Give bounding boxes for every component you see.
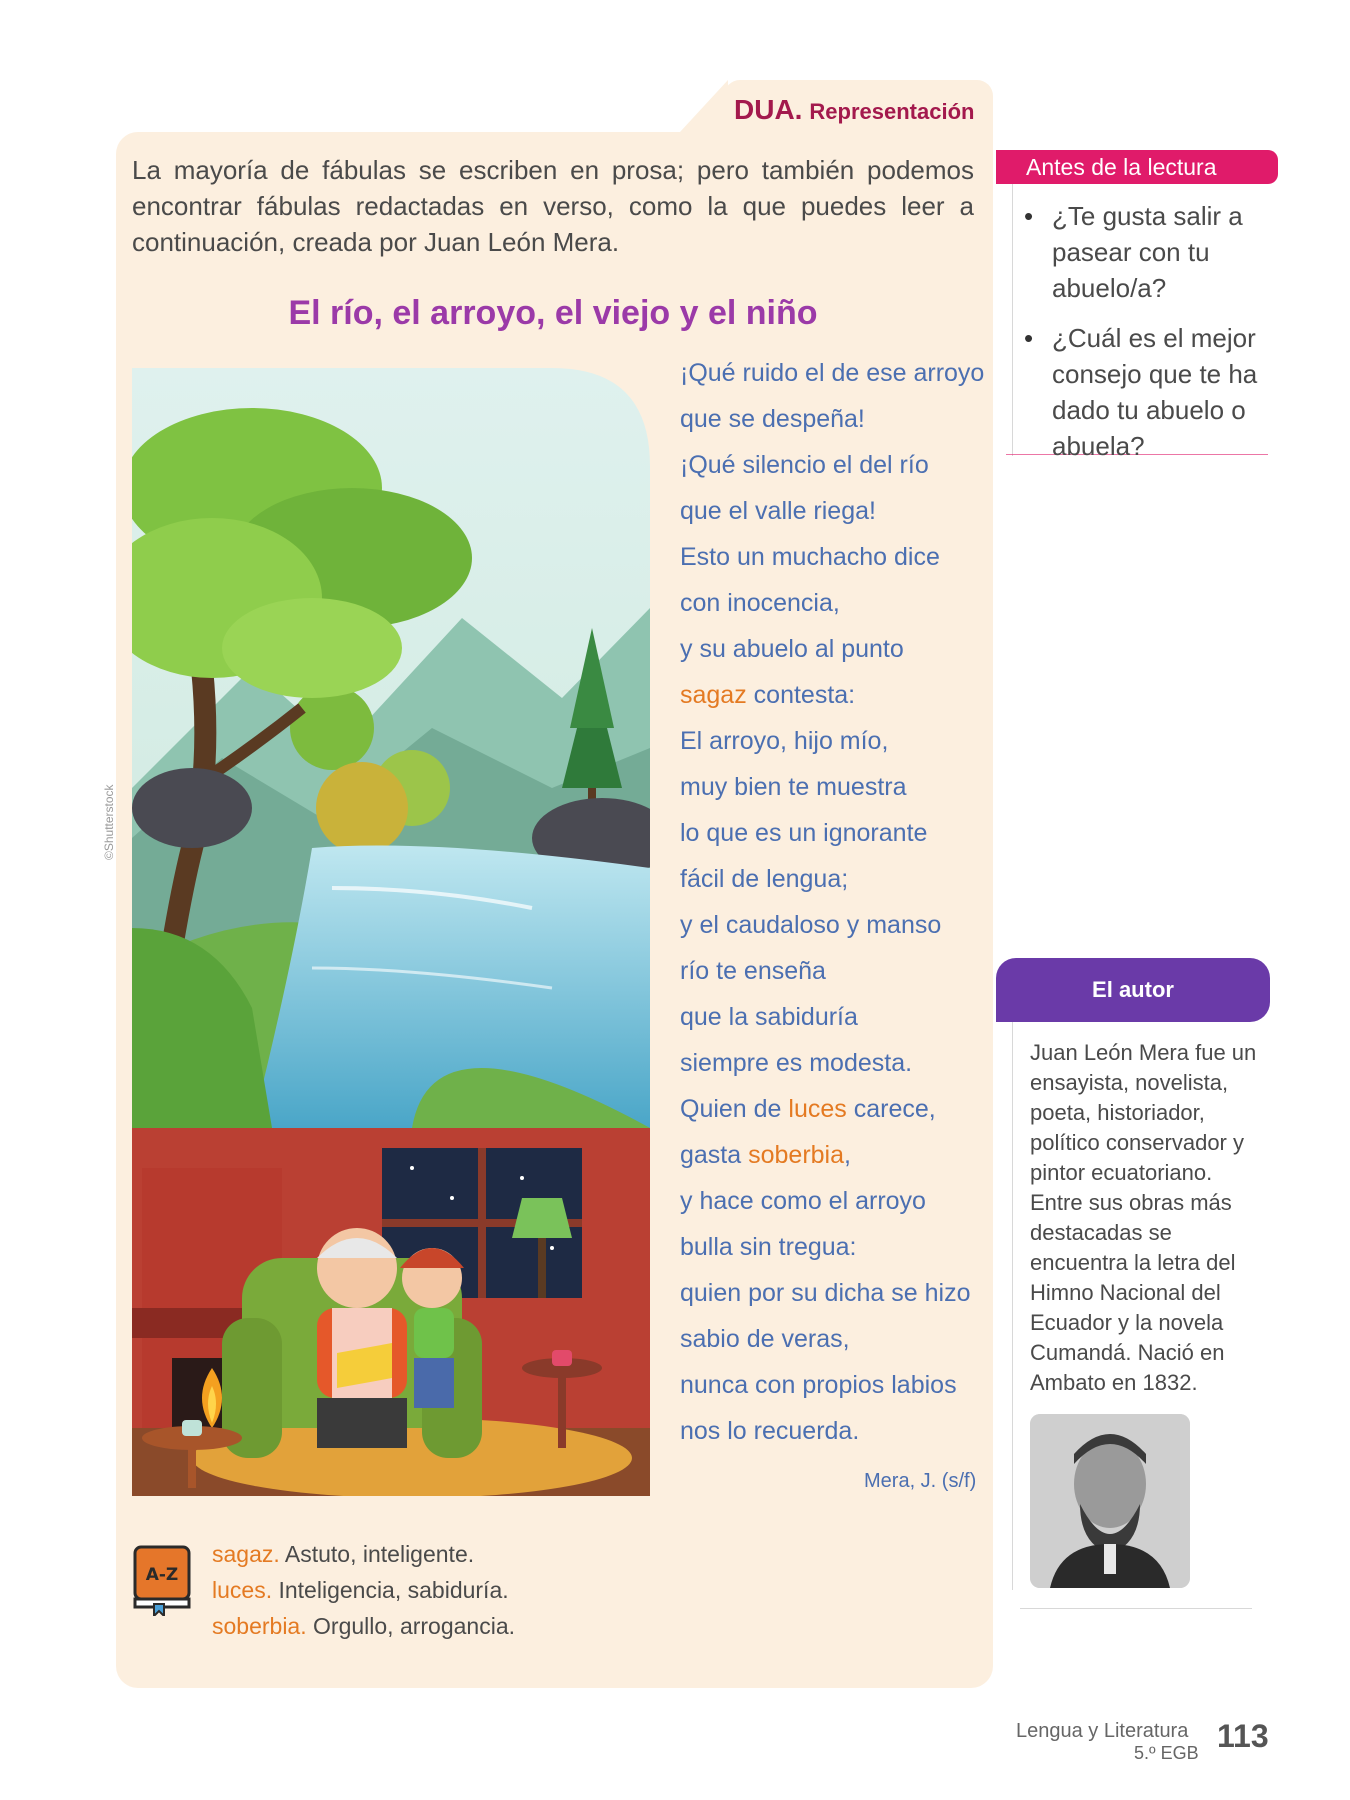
poem-line: quien por su dicha se hizo xyxy=(680,1279,971,1307)
fable-title: El río, el arroyo, el viejo y el niño xyxy=(288,294,818,332)
question-text: ¿Cuál es el mejor consejo que te ha dado tu abuelo o abuela? xyxy=(1052,323,1258,461)
glossary-definition: Orgullo, arrogancia. xyxy=(306,1613,516,1639)
glossary-definition: Inteligencia, sabiduría. xyxy=(272,1577,509,1603)
poem-line: muy bien te muestra xyxy=(680,773,907,801)
antes-divider-vertical xyxy=(1012,184,1013,456)
glossary-term-highlight: luces xyxy=(788,1095,847,1123)
poem-line: nos lo recuerda. xyxy=(680,1417,860,1445)
image-credit: ©Shutterstock xyxy=(102,784,116,860)
glossary-term: sagaz. xyxy=(212,1541,280,1567)
poem-line: El arroyo, hijo mío, xyxy=(680,727,889,755)
poem-line-end: , xyxy=(844,1141,851,1169)
glossary xyxy=(212,1536,515,1644)
glossary-term-highlight: soberbia xyxy=(748,1141,845,1169)
autor-header: El autor xyxy=(996,958,1270,1022)
poem-line: ¡Qué silencio el del río xyxy=(680,451,929,479)
footer-subject: Lengua y Literatura xyxy=(1016,1720,1189,1742)
question-item xyxy=(1024,198,1274,306)
poem-line: y el caudaloso y manso xyxy=(680,911,942,939)
question-item xyxy=(1024,320,1274,464)
poem-line: con inocencia, xyxy=(680,589,840,617)
poem-line: que la sabiduría xyxy=(680,1003,858,1031)
fable-illustration xyxy=(132,368,650,1496)
poem-line: y hace como el arroyo xyxy=(680,1187,926,1215)
poem-line: que se despeña! xyxy=(680,405,865,433)
bullet-icon: • xyxy=(1024,323,1034,353)
poem-citation: Mera, J. (s/f) xyxy=(864,1470,977,1492)
glossary-item xyxy=(212,1572,515,1608)
poem-line: y su abuelo al punto xyxy=(680,635,904,663)
autor-divider-horizontal xyxy=(1020,1608,1252,1609)
autor-bio: Juan León Mera fue un ensayista, novelista, poeta, historiador, político conservador y pintor ecuatoriano. Entre sus obras más destacadas se encuentra la letra del Himno Nacional del Ecuador y la novela Cumandá. Nació en Ambato en 1832. xyxy=(1030,1040,1257,1395)
antes-questions xyxy=(1024,198,1274,478)
poem-line-end: carece, xyxy=(846,1095,936,1123)
poem-line: río te enseña xyxy=(680,957,826,985)
glossary-term: luces. xyxy=(212,1577,273,1603)
poem-line xyxy=(680,1132,984,1178)
dua-label xyxy=(734,94,974,126)
glossary-term: soberbia. xyxy=(212,1613,307,1639)
poem-line-start: gasta xyxy=(680,1141,749,1169)
footer-grade: 5.º EGB xyxy=(1134,1743,1199,1763)
question-text: ¿Te gusta salir a pasear con tu abuelo/a? xyxy=(1052,201,1243,303)
poem-line: fácil de lengua; xyxy=(680,865,849,893)
poem xyxy=(680,350,984,1454)
page-number: 113 xyxy=(1217,1718,1269,1754)
dua-prefix: DUA. xyxy=(734,94,803,125)
poem-line: bulla sin tregua: xyxy=(680,1233,857,1261)
poem-line: siempre es modesta. xyxy=(680,1049,913,1077)
poem-line: que el valle riega! xyxy=(680,497,876,525)
glossary-term-highlight: sagaz xyxy=(680,681,747,709)
author-portrait xyxy=(1030,1414,1190,1588)
glossary-item xyxy=(212,1536,515,1572)
autor-divider-vertical xyxy=(1012,1022,1013,1590)
dua-section: Representación xyxy=(809,99,975,124)
bullet-icon: • xyxy=(1024,201,1034,231)
antes-lectura-header: Antes de la lectura xyxy=(996,150,1278,184)
glossary-definition: Astuto, inteligente. xyxy=(279,1541,475,1567)
poem-line: sabio de veras, xyxy=(680,1325,850,1353)
poem-line-end: contesta: xyxy=(746,681,856,709)
poem-line: Esto un muchacho dice xyxy=(680,543,940,571)
poem-line-start: Quien de xyxy=(680,1095,789,1123)
poem-line: nunca con propios labios xyxy=(680,1371,957,1399)
poem-line xyxy=(680,1086,984,1132)
dictionary-icon xyxy=(132,1544,192,1616)
poem-line: lo que es un ignorante xyxy=(680,819,928,847)
panel-tab-slope xyxy=(680,80,728,132)
dictionary-icon-label: A-Z xyxy=(145,1565,179,1585)
glossary-item xyxy=(212,1608,515,1644)
poem-line xyxy=(680,672,984,718)
poem-line: ¡Qué ruido el de ese arroyo xyxy=(680,359,985,387)
intro-paragraph: La mayoría de fábulas se escriben en prosa; pero también podemos encontrar fábulas redactadas en verso, como la que puedes leer a continuación, creada por Juan León Mera. xyxy=(132,155,974,257)
